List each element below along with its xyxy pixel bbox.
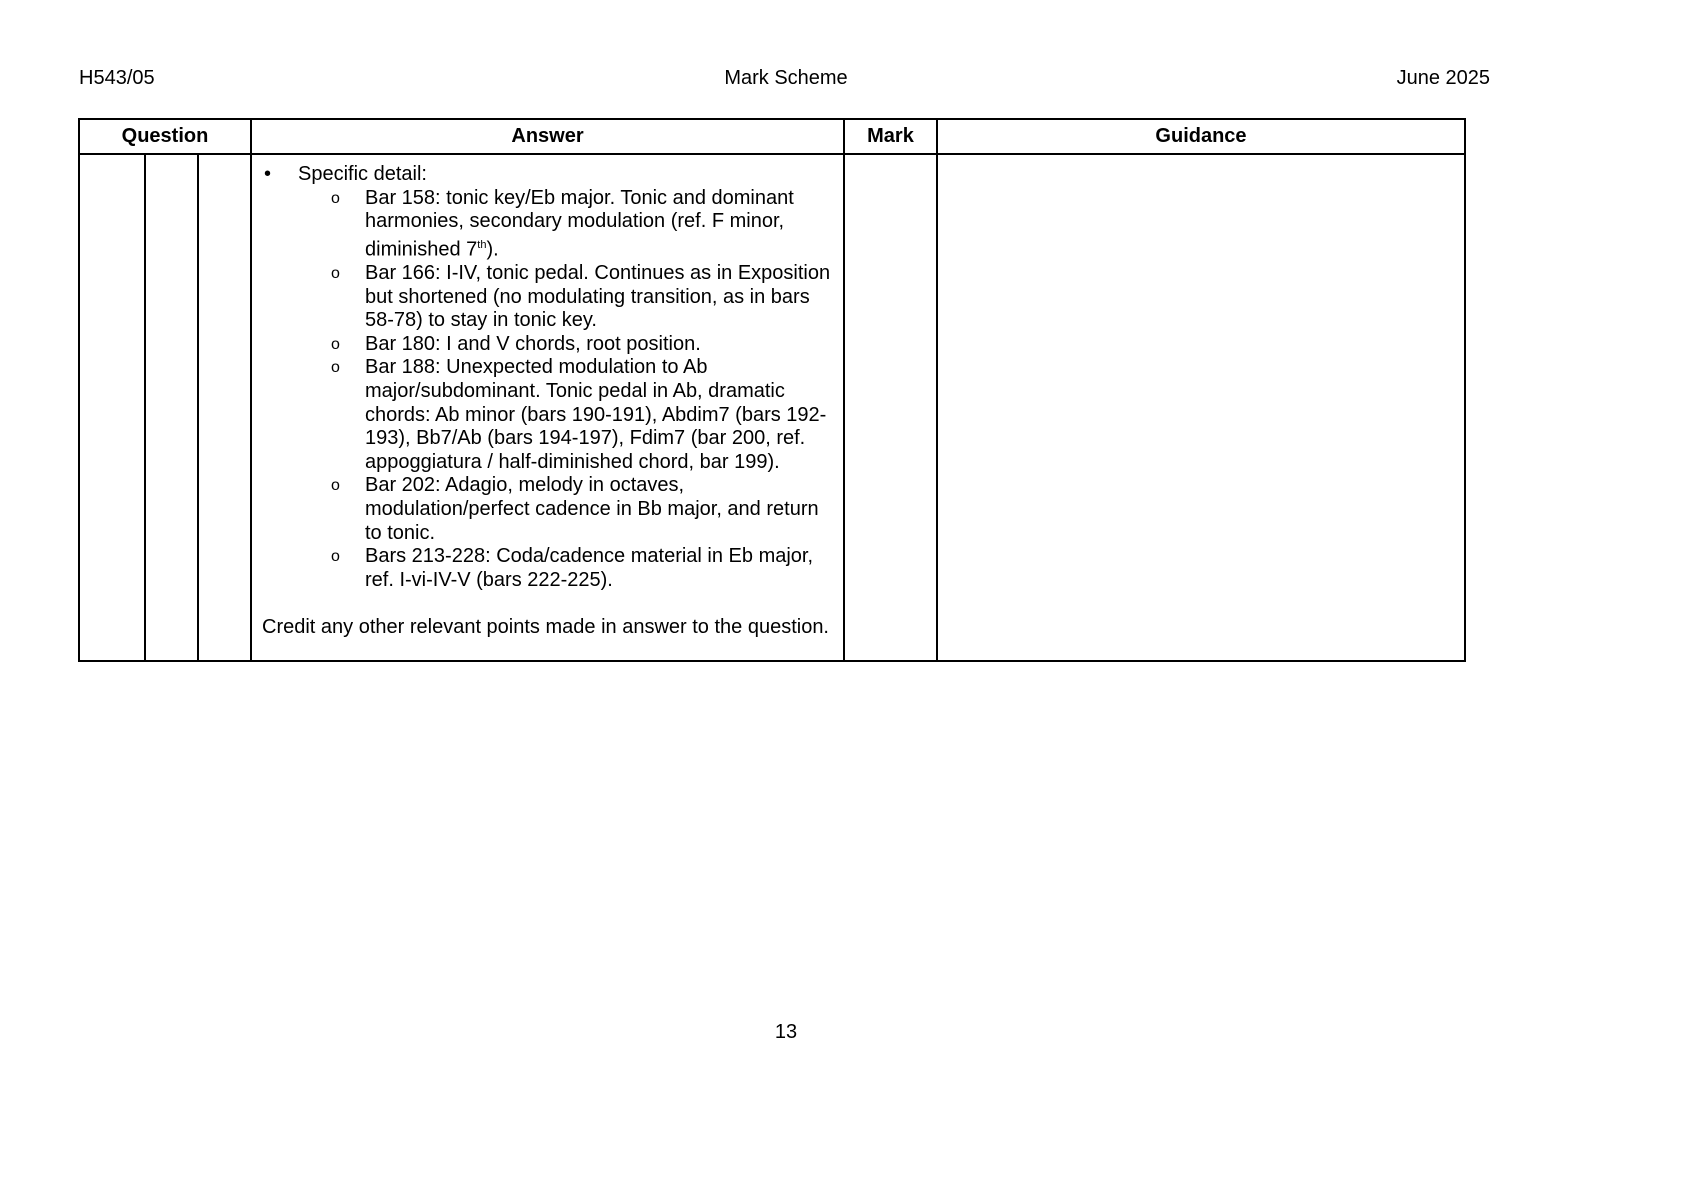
paper-code: H543/05 xyxy=(79,67,155,89)
list-item xyxy=(298,163,835,592)
question-cell-1 xyxy=(79,154,145,661)
superscript: th xyxy=(477,238,487,251)
detail-text: Bar 158: tonic key/Eb major. Tonic and dominant harmonies, secondary modulation (ref. F minor, diminished 7 xyxy=(365,186,794,261)
list-item: o Bar 166: I-IV, tonic pedal. Continues as in Exposition but shortened (no modulating transition, as in bars 58-78) to stay in tonic key. xyxy=(365,262,835,333)
list-item: o Bar 180: I and V chords, root position. xyxy=(365,333,835,357)
document-title: Mark Scheme xyxy=(724,67,848,89)
list-item: o Bars 213-228: Coda/cadence material in Eb major, ref. I-vi-IV-V (bars 222-225). xyxy=(365,545,835,592)
mark-cell xyxy=(844,154,937,661)
answer-list xyxy=(262,163,835,592)
detail-text-tail: ). xyxy=(486,238,499,261)
answer-cell xyxy=(251,154,844,661)
table-header-row xyxy=(79,119,1465,154)
column-header-answer: Answer xyxy=(251,119,844,154)
column-header-question: Question xyxy=(79,119,251,154)
question-cell-3 xyxy=(198,154,251,661)
question-cell-2 xyxy=(145,154,198,661)
document-date: June 2025 xyxy=(1396,67,1490,89)
list-item: o Bar 202: Adagio, melody in octaves, modulation/perfect cadence in Bb major, and return to tonic. xyxy=(365,474,835,545)
mark-scheme-table xyxy=(78,118,1466,662)
detail-list xyxy=(298,187,835,593)
column-header-guidance: Guidance xyxy=(937,119,1465,154)
list-item: o Bar 188: Unexpected modulation to Ab major/subdominant. Tonic pedal in Ab, dramatic chords: Ab minor (bars 190-191), Abdim7 (bars 192-193), Bb7/Ab (bars 194-197), Fdim7 (bar 200, ref. appoggiatura / half-diminished chord, bar 199). xyxy=(365,356,835,474)
answer-heading: Specific detail: xyxy=(298,163,427,185)
page-number: 13 xyxy=(774,1021,798,1043)
table-row xyxy=(79,154,1465,661)
credit-note: Credit any other relevant points made in answer to the question. xyxy=(262,615,829,638)
guidance-cell xyxy=(937,154,1465,661)
column-header-mark: Mark xyxy=(844,119,937,154)
list-item xyxy=(365,187,835,262)
